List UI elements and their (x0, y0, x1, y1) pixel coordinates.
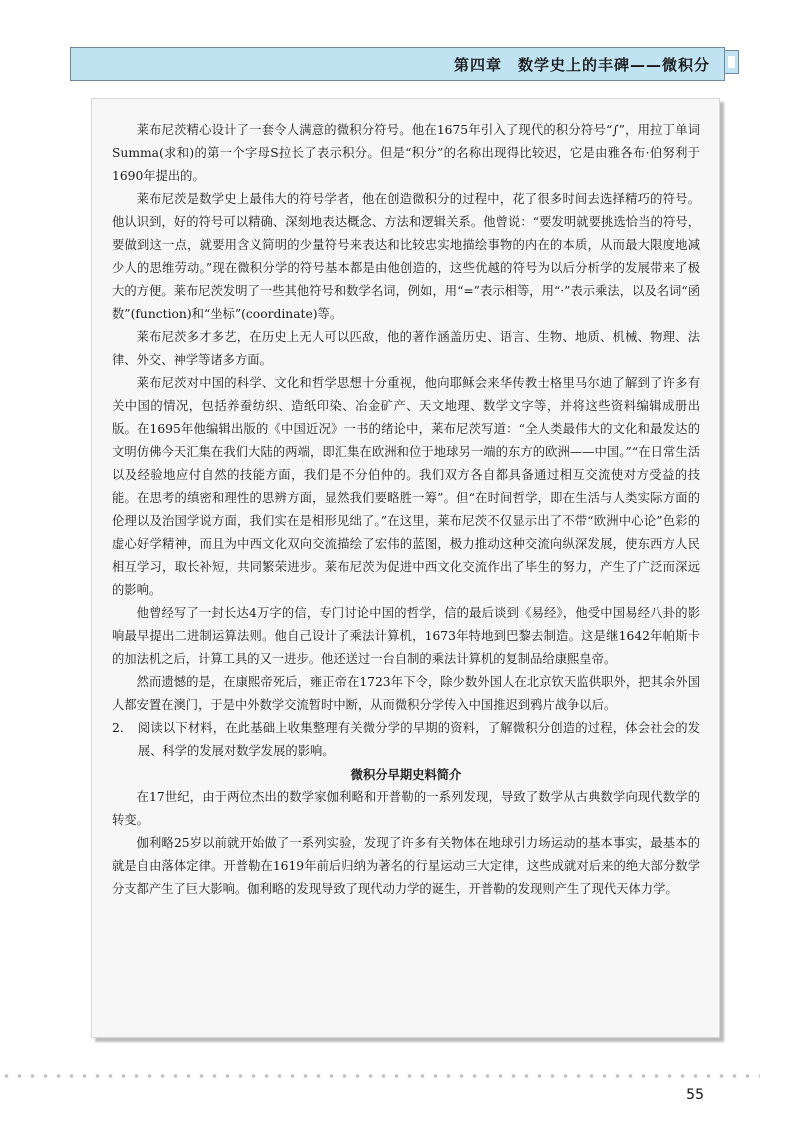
section-paragraph-2: 伽利略25岁以前就开始做了一系列实验，发现了许多有关物体在地球引力场运动的基本事实，最基本的就是自由落体定律。开普勒在1619年前后归纳为著名的行星运动三大定律，这些成就对后来的绝大部分数学分支都产生了巨大影响。伽利略的发现导致了现代动力学的诞生，开普勒的发现则产生了现代天体力学。 (112, 836, 700, 896)
chapter-title: 第四章 数学史上的丰碑——微积分 (453, 56, 710, 74)
dotted-divider (0, 1074, 760, 1078)
exercise-number: 2. (112, 721, 124, 735)
section-title: 微积分早期史料简介 (350, 767, 462, 782)
header-tab-decoration (725, 50, 739, 74)
paragraph-5: 他曾经写了一封长达4万字的信，专门讨论中国的哲学，信的最后谈到《易经》，他受中国易经八卦的影响最早提出二进制运算法则。他自己设计了乘法计算机，1673年特地到巴黎去制造。这是继1642年帕斯卡的加法机之后，计算工具的又一进步。他还送过一台自制的乘法计算机的复制品给康熙皇帝。 (112, 606, 700, 666)
content-body (112, 119, 700, 901)
reading-material-box (91, 98, 720, 1038)
exercise-item (112, 717, 700, 763)
paragraph-3: 莱布尼茨多才多艺，在历史上无人可以匹敌，他的著作涵盖历史、语言、生物、地质、机械、物理、法律、外交、神学等诸多方面。 (112, 330, 700, 367)
exercise-text: 阅读以下材料，在此基础上收集整理有关微分学的早期的资料，了解微积分创造的过程，体会社会的发展、科学的发展对数学发展的影响。 (137, 721, 700, 758)
paragraph-6: 然而遗憾的是，在康熙帝死后，雍正帝在1723年下令，除少数外国人在北京钦天监供职外，把其余外国人都安置在澳门，于是中外数学交流暂时中断，从而微积分学传入中国推迟到鸦片战争以后。 (112, 675, 700, 712)
header-tab-inner (728, 56, 735, 68)
paragraph-4: 莱布尼茨对中国的科学、文化和哲学思想十分重视，他向耶稣会来华传教士格里马尔迪了解到了许多有关中国的情况，包括养蚕纺织、造纸印染、冶金矿产、天文地理、数学文字等，并将这些资料编辑成册出版。在1695年他编辑出版的《中国近况》一书的绪论中，莱布尼茨写道：“全人类最伟大的文化和最发达的文明仿佛今天汇集在我们大陆的两端，即汇集在欧洲和位于地球另一端的东方的欧洲——中国。”“在日常生活以及经验地应付自然的技能方面，我们是不分伯仲的。我们双方各自都具备通过相互交流使对方受益的技能。在思考的缜密和理性的思辨方面，显然我们要略胜一筹”。但“在时间哲学，即在生活与人类实际方面的伦理以及治国学说方面，我们实在是相形见绌了。”在这里，莱布尼茨不仅显示出了不带“欧洲中心论”色彩的虚心好学精神，而且为中西文化双向交流描绘了宏伟的蓝图，极力推动这种交流向纵深发展，使东西方人民相互学习，取长补短，共同繁荣进步。莱布尼茨为促进中西文化交流作出了毕生的努力，产生了广泛而深远的影响。 (112, 376, 700, 597)
chapter-header-bar (70, 47, 725, 81)
paragraph-1: 莱布尼茨精心设计了一套令人满意的微积分符号。他在1675年引入了现代的积分符号“∫”，用拉丁单词Summa(求和)的第一个字母S拉长了表示积分。但是“积分”的名称出现得比较迟，它是由雅各布·伯努利于1690年提出的。 (112, 123, 700, 183)
page-number: 55 (686, 1087, 704, 1103)
paragraph-2: 莱布尼茨是数学史上最伟大的符号学者，他在创造微积分的过程中，花了很多时间去选择精巧的符号。他认识到，好的符号可以精确、深刻地表达概念、方法和逻辑关系。他曾说：“要发明就要挑选恰当的符号，要做到这一点，就要用含义简明的少量符号来表达和比较忠实地描绘事物的内在的本质，从而最大限度地减少人的思维劳动。”现在微积分学的符号基本都是由他创造的，这些优越的符号为以后分析学的发展带来了极大的方便。莱布尼茨发明了一些其他符号和数学名词，例如，用“=”表示相等，用“·”表示乘法，以及名词“函数”(function)和“坐标”(coordinate)等。 (112, 192, 700, 321)
section-paragraph-1: 在17世纪，由于两位杰出的数学家伽利略和开普勒的一系列发现，导致了数学从古典数学向现代数学的转变。 (112, 790, 700, 827)
